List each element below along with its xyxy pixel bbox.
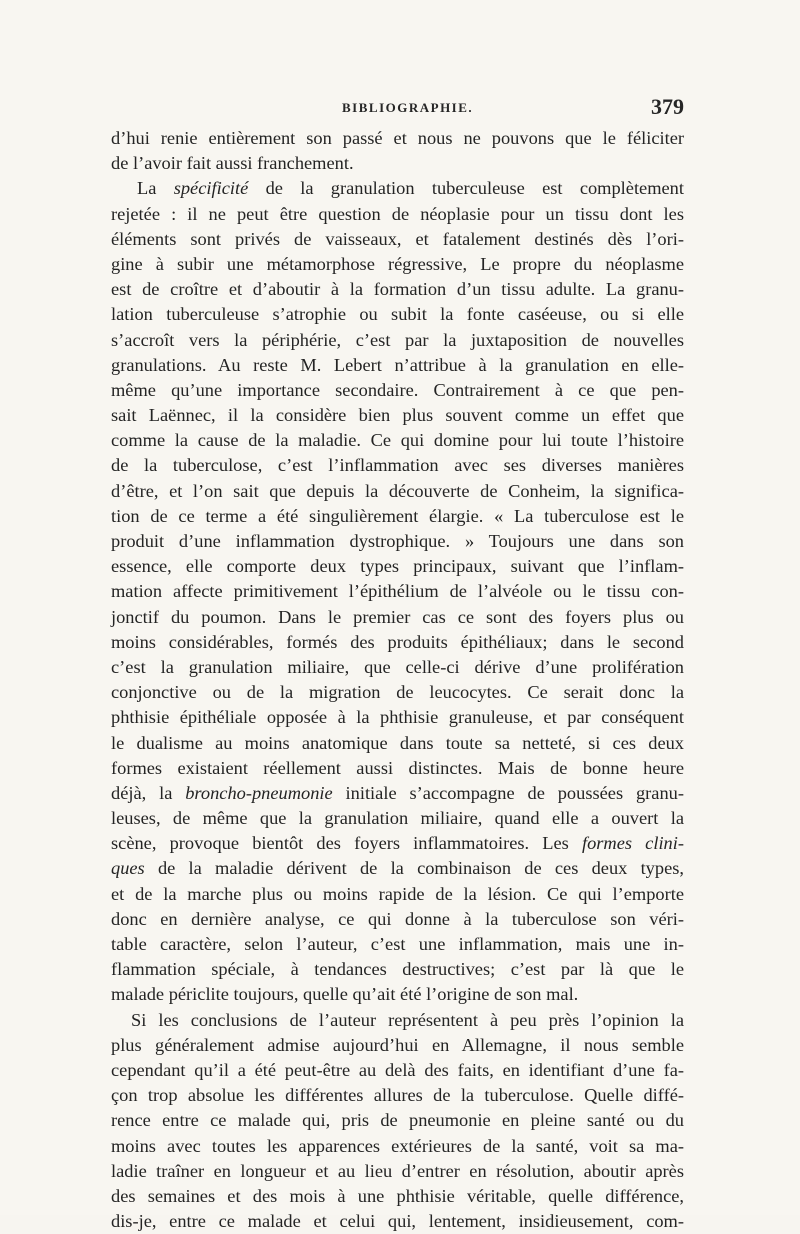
page-number: 379 xyxy=(651,94,684,119)
text-line-9: s’accroît vers la périphérie, c’est par la juxtaposition de nouvelles xyxy=(111,329,684,350)
text-line-10: granulations. Au reste M. Lebert n’attribue à la granulation en elle- xyxy=(111,354,684,375)
text-line-21: moins considérables, formés des produits épithéliaux; dans le second xyxy=(111,631,684,652)
text-line-13: comme la cause de la maladie. Ce qui domine pour lui toute l’histoire xyxy=(111,430,684,451)
text-line-36: Si les conclusions de l’auteur représentent à peu près l’opinion la xyxy=(131,1009,684,1030)
text-line-23: conjonctive ou de la migration de leucocytes. Ce serait donc la xyxy=(111,682,684,703)
italic-phrase: formes clini- xyxy=(581,833,684,854)
italic-phrase: ques xyxy=(111,858,145,879)
text-line-44: dis-je, entre ce malade et celui qui, lentement, insidieusement, com- xyxy=(111,1211,684,1232)
text-line-15: d’être, et l’on sait que depuis la découverte de Conheim, la significa- xyxy=(111,480,684,501)
body-text xyxy=(111,126,684,1234)
text-line-34: flammation spéciale, à tendances destructives; c’est par là que le xyxy=(111,959,684,980)
text-line-28: leuses, de même que la granulation miliaire, quand elle a ouvert la xyxy=(111,808,684,829)
text-line-4: rejetée : il ne peut être question de néoplasie pour un tissu dont les xyxy=(111,203,684,224)
text-line-41: moins avec toutes les apparences extérieures de la santé, voit sa ma- xyxy=(111,1135,684,1156)
text-line-24: phthisie épithéliale opposée à la phthisie granuleuse, et par conséquent xyxy=(111,707,684,728)
text-line-30: ques de la maladie dérivent de la combinaison de ces deux types, xyxy=(111,858,684,879)
text-line-6: gine à subir une métamorphose régressive, Le propre du néoplasme xyxy=(111,253,684,274)
italic-phrase: spécificité xyxy=(173,178,249,199)
text-line-20: jonctif du poumon. Dans le premier cas ce sont des foyers plus ou xyxy=(111,606,684,627)
text-line-16: tion de ce terme a été singulièrement élargie. « La tuberculose est le xyxy=(111,505,684,526)
text-line-42: ladie traîner en longueur et au lieu d’entrer en résolution, aboutir après xyxy=(111,1160,684,1181)
text-line-39: çon trop absolue les différentes allures de la tuberculose. Quelle diffé- xyxy=(111,1085,684,1106)
italic-phrase: broncho-pneumonie xyxy=(185,782,333,803)
text-line-25: le dualisme au moins anatomique dans toute sa netteté, si ces deux xyxy=(111,732,684,753)
text-line-18: essence, elle comporte deux types principaux, suivant que l’inflam- xyxy=(111,556,684,577)
text-line-5: éléments sont privés de vaisseaux, et fatalement destinés dès l’ori- xyxy=(111,228,684,249)
text-line-12: sait Laënnec, il la considère bien plus souvent comme un effet que xyxy=(111,405,684,426)
running-head xyxy=(110,94,684,120)
text-line-3: La spécificité de la granulation tuberculeuse est complètement xyxy=(137,178,684,199)
running-title: BIBLIOGRAPHIE. xyxy=(342,100,474,115)
text-line-43: des semaines et des mois à une phthisie véritable, quelle différence, xyxy=(111,1185,684,1206)
text-line-7: est de croître et d’aboutir à la formation d’un tissu adulte. La granu- xyxy=(111,279,684,300)
text-line-27: déjà, la broncho-pneumonie initiale s’accompagne de poussées granu- xyxy=(111,782,684,803)
text-line-1: d’hui renie entièrement son passé et nous ne pouvons que le féliciter xyxy=(111,128,684,148)
text-line-8: lation tuberculeuse s’atrophie ou subit la fonte caséeuse, ou si elle xyxy=(111,304,684,325)
text-line-40: rence entre ce malade qui, pris de pneumonie en pleine santé ou du xyxy=(111,1110,684,1131)
text-line-29: scène, provoque bientôt des foyers inflammatoires. Les formes clini- xyxy=(111,833,684,854)
text-line-37: plus généralement admise aujourd’hui en Allemagne, il nous semble xyxy=(111,1034,684,1055)
text-line-26: formes existaient réellement aussi distinctes. Mais de bonne heure xyxy=(111,757,684,778)
text-line-32: donc en dernière analyse, ce qui donne à la tuberculose son véri- xyxy=(111,908,684,929)
text-line-17: produit d’une inflammation dystrophique. » Toujours une dans son xyxy=(111,531,684,551)
text-line-2: de l’avoir fait aussi franchement. xyxy=(111,153,354,174)
text-line-14: de la tuberculose, c’est l’inflammation avec ses diverses manières xyxy=(111,455,684,476)
text-line-22: c’est la granulation miliaire, que celle-ci dérive d’une prolifération xyxy=(111,656,684,677)
text-line-31: et de la marche plus ou moins rapide de la lésion. Ce qui l’emporte xyxy=(111,883,684,904)
text-line-38: cependant qu’il a été peut-être au delà des faits, en identifiant d’une fa- xyxy=(111,1059,684,1080)
text-line-35: malade périclite toujours, quelle qu’ait été l’origine de son mal. xyxy=(111,984,579,1005)
text-line-33: table caractère, selon l’auteur, c’est une inflammation, mais une in- xyxy=(111,934,684,954)
text-line-11: même qu’une importance secondaire. Contrairement à ce que pen- xyxy=(111,379,684,400)
text-line-19: mation affecte primitivement l’épithélium de l’alvéole ou le tissu con- xyxy=(111,581,684,602)
